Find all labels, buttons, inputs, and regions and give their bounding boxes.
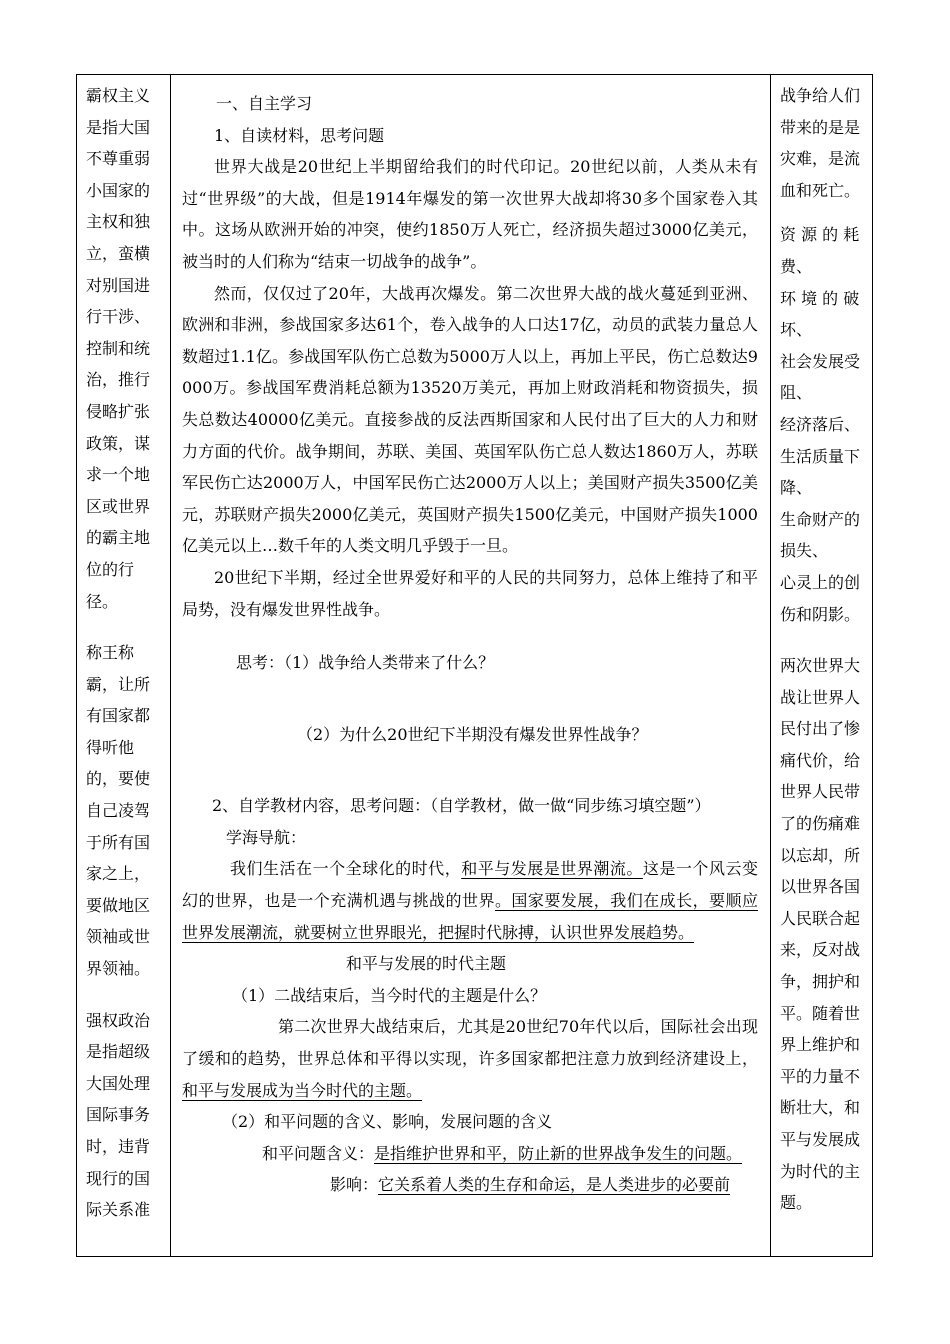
topic-title: 和平与发展的时代主题 [346, 954, 507, 974]
reading-paragraph-2: 然而，仅仅过了20年，大战再次爆发。第二次世界大战的战火蔓延到亚洲、欧洲和非洲，参战国家多达61个，卷入战争的人口达17亿，动员的武装力量总人数超过1.1亿。参战国军队伤亡总数为5000万人以上，再加上平民，伤亡总数达9000万。参战国军费消耗总额为13520万美元，再加上财政消耗和物资损失，损失总数达40000亿美元。直接参战的反法西斯国家和人民付出了巨大的人力和财力方面的代价。战争期间，苏联、美国、英国军队伤亡总人数达1860万人，苏联军民伤亡达2000万人，中国军民伤亡达2000万人以上；美国财产损失3500亿美元，苏联财产损失2000亿美元，英国财产损失1500亿美元，中国财产损失1000亿美元以上…数千年的人类文明几乎毁于一旦。 [182, 283, 758, 556]
guide-text-a: 我们生活在一个全球化的时代， [230, 859, 462, 879]
right-note-life-quality: 生活质量下降、 [780, 446, 861, 498]
right-note-trauma: 心灵上的创伤和阴影。 [780, 572, 861, 624]
influence [182, 1169, 758, 1201]
main-content-column [172, 74, 770, 1201]
right-note-society: 社会发展受阻、 [780, 351, 861, 403]
guide-label: 学海导航： [226, 827, 307, 847]
subanswer-1-underlined: 和平与发展成为当今时代的主题。 [182, 1080, 423, 1100]
left-note-power-politics: 强权政治是指超级大国处理国际事务时，违背现行的国际关系准 [86, 1010, 151, 1220]
right-note-world-peace: 两次世界大战让世界人民付出了惨痛代价，给世界人民带了的伤痛难以忘却，所以世界各国人民联合起来，反对战争，拥护和平。随着世界上维护和平的力量不断壮大，和平与发展成为时代的主题。 [780, 656, 861, 1213]
guide-text-b: 和平与发展是世界潮流。 [461, 859, 643, 879]
column-divider-left [170, 74, 171, 1257]
right-note-economy: 经济落后、 [780, 414, 861, 434]
left-notes-column [78, 74, 170, 1239]
right-note-environment: 环 境 的 破坏、 [780, 288, 860, 340]
subanswer-1-text: 第二次世界大战结束后，尤其是20世纪70年代以后，国际社会出现了缓和的趋势，世界总体和平得以实现，许多国家都把注意力放到经济建设上， [182, 1017, 758, 1069]
guide-text-c: 这是一个风云变幻的世界，也是一个充满机遇与挑战的世界 [182, 859, 758, 911]
reading-paragraph-3: 20世纪下半期，经过全世界爱好和平的人民的共同努力，总体上维持了和平局势，没有爆发世界性战争。 [182, 567, 758, 619]
peace-meaning-label: 和平问题含义： [262, 1143, 375, 1163]
left-note-domination: 称王称霸，让所有国家都得听他的，要使自己凌驾于所有国家之上，要做地区领袖或世界领袖。 [86, 643, 151, 979]
guide-paragraph [182, 853, 758, 948]
right-note-property: 生命财产的损失、 [780, 509, 861, 561]
question-1-title: 1、自读材料，思考问题 [214, 125, 385, 145]
left-note-hegemonism: 霸权主义是指大国不尊重弱小国家的主权和独立，蛮横对别国进行干涉、控制和统治，推行侵略扩张政策，谋求一个地区或世界的霸主地位的行径。 [86, 86, 151, 611]
subanswer-1 [182, 1011, 758, 1106]
subquestion-2: （2）和平问题的含义、影响，发展问题的含义 [222, 1112, 553, 1132]
guide-text-d: 。国家要发展，我们在成长，要顺应世界发展潮流，就要树立世界眼光，把握时代脉搏，认识世界发展趋势。 [182, 891, 758, 942]
right-notes-column [772, 74, 871, 1232]
column-divider-right [770, 74, 771, 1257]
think-question-2: （2）为什么20世纪下半期没有爆发世界性战争？ [297, 724, 648, 744]
reading-paragraph-1: 世界大战是20世纪上半期留给我们的时代印记。20世纪以前，人类从未有过“世界级”的大战，但是1914年爆发的第一次世界大战却将30多个国家卷入其中。这场从欧洲开始的冲突，使约1850万人死亡，经济损失超过3000亿美元，被当时的人们称为“结束一切战争的战争”。 [182, 157, 758, 271]
right-note-disaster: 战争给人们带来的是是灾难，是流血和死亡。 [780, 86, 861, 200]
subquestion-1: （1）二战结束后，当今时代的主题是什么？ [232, 985, 547, 1005]
think-question-1: 思考：（1）战争给人类带来了什么？ [236, 653, 495, 673]
influence-label: 影响： [330, 1175, 379, 1195]
right-note-resources: 资 源 的 耗费、 [780, 225, 860, 276]
peace-meaning [182, 1138, 758, 1170]
peace-meaning-text: 是指维护世界和平，防止新的世界战争发生的问题。 [374, 1143, 743, 1163]
influence-text: 它关系着人类的生存和命运，是人类进步的必要前 [378, 1175, 731, 1195]
section-title: 一、自主学习 [216, 94, 313, 113]
question-2-title: 2、自学教材内容，思考问题：（自学教材，做一做“同步练习填空题”） [212, 796, 711, 816]
